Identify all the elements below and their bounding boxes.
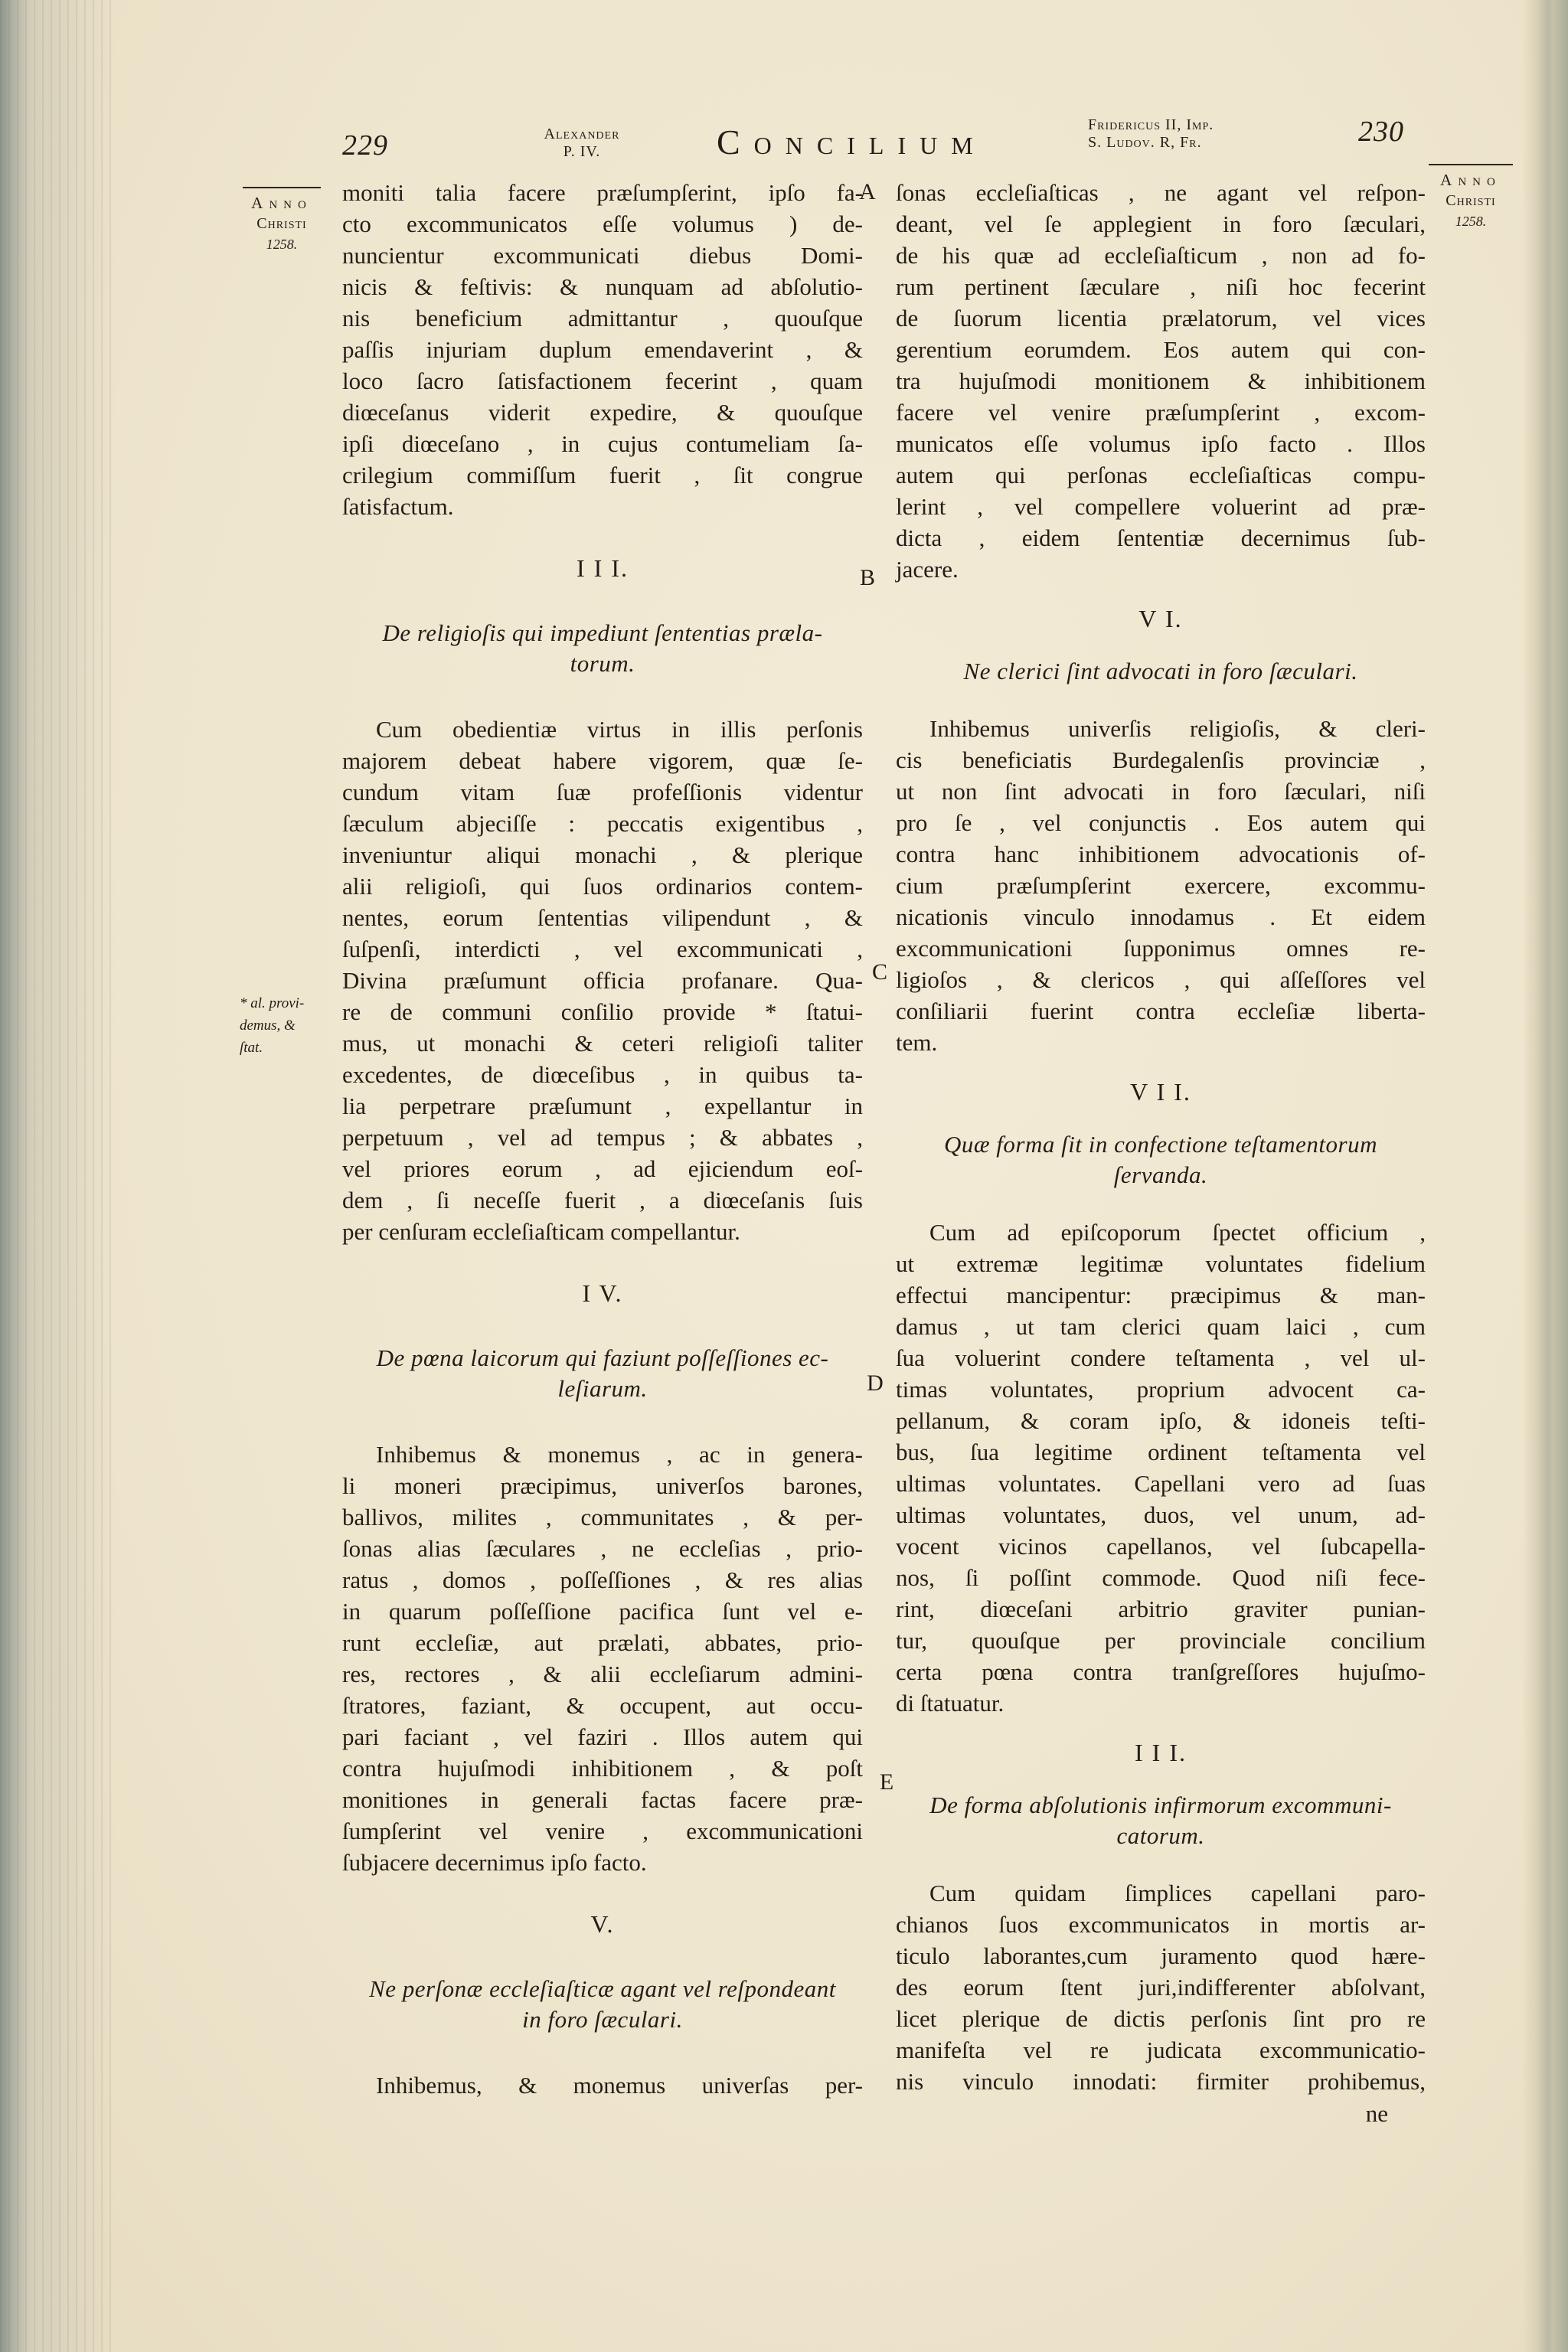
section-title-line: De pœna laicorum qui faziunt poſſeſſiones ec- (376, 1344, 829, 1371)
paragraph (896, 177, 1426, 585)
text-line: Inhibemus, & monemus univerſas per- (376, 2072, 863, 2099)
text-line: ligioſos , & clericos , qui aſſeſſores vel (896, 966, 1426, 993)
text-line: lerint , vel compellere voluerint ad præ- (896, 493, 1426, 520)
text-line: Inhibemus univerſis religioſis, & cleri- (929, 715, 1426, 742)
text-line: ſubjacere decernimus ipſo facto. (342, 1849, 647, 1876)
margin-year-christi: Christi (256, 215, 307, 232)
text-line: res, rectores , & alii eccleſiarum admini- (342, 1661, 863, 1687)
gutter-letter-e: E (879, 1769, 894, 1795)
text-line: manifeſta vel re judicata excommunicatio- (896, 2037, 1426, 2063)
text-line: ſæculum abjeciſſe : peccatis exigentibus , (342, 810, 863, 837)
section-number: I I I. (1135, 1739, 1187, 1766)
text-line: Inhibemus & monemus , ac in genera- (376, 1441, 863, 1468)
text-line: ſtratores, faziant, & occupent, aut occu- (342, 1692, 863, 1719)
section-number: I V. (582, 1279, 623, 1307)
text-line: di ſtatuatur. (896, 1690, 1004, 1717)
section-title-line: Quæ forma ſit in confectione teſtamentorum (943, 1131, 1377, 1158)
text-line: des eorum ſtent juri,indifferenter abſolvant, (896, 1974, 1426, 2001)
text-line: rum pertinent ſæculare , niſi hoc fecerint (896, 273, 1426, 300)
text-line: licet plerique de dictis perſonis ſint pro re (896, 2005, 1426, 2032)
page-number-left: 229 (342, 129, 388, 162)
text-line: runt eccleſiæ, aut prælati, abbates, prio- (342, 1629, 863, 1656)
page-number-right: 230 (1358, 116, 1404, 148)
text-line: ticulo laborantes,cum juramento quod hære- (896, 1942, 1426, 1969)
text-line: autem qui perſonas eccleſiaſticas compu- (896, 462, 1426, 488)
section-number: V. (590, 1910, 615, 1938)
margin-note-line: ſtat. (240, 1040, 263, 1056)
text-line: tur, quouſque per provinciale concilium (896, 1627, 1426, 1654)
section-title-line: Ne perſonæ eccleſiaſticæ agant vel reſpondeant (369, 1975, 836, 2002)
column-right (896, 177, 1426, 2097)
section-title (896, 1790, 1426, 1851)
section-number: V I I. (1130, 1078, 1191, 1106)
text-line: tra hujuſmodi monitionem & inhibitionem (896, 368, 1426, 394)
text-line: diœceſanus viderit expedire, & quouſque (342, 399, 863, 426)
margin-year-christi: Christi (1446, 192, 1496, 209)
paragraph (896, 1217, 1426, 1719)
section-title-line: in foro ſæculari. (522, 2006, 683, 2033)
margin-year-right (1426, 164, 1516, 231)
text-line: damus , ut tam clerici quam laici , cum (896, 1313, 1426, 1340)
text-line: deant, vel ſe applegient in foro ſæculari, (896, 211, 1426, 237)
text-line: Divina præſumunt officia profanare. Qua- (342, 967, 863, 994)
text-line: de ſuorum licentia prælatorum, vel vices (896, 305, 1426, 332)
binding-edge (1522, 0, 1568, 2352)
text-line: monitiones in generali factas facere præ- (342, 1786, 863, 1813)
running-head-left-line: P. IV. (563, 143, 601, 160)
text-line: excommunicationi ſupponimus omnes re- (896, 935, 1426, 962)
gutter-letter-c: C (871, 959, 887, 985)
text-line: municatos eſſe volumus ipſo facto . Illos (896, 430, 1426, 457)
text-line: ballivos, milites , communitates , & per- (342, 1504, 863, 1530)
margin-rule (243, 187, 321, 188)
text-line: cundum vitam ſuæ profeſſionis videntur (342, 779, 863, 805)
text-line: nuncientur excommunicati diebus Domi- (342, 242, 863, 269)
text-line: ſonas alias ſæculares , ne eccleſias , prio- (342, 1535, 863, 1562)
margin-note-line: * al. provi- (240, 995, 305, 1011)
page-edges (0, 0, 115, 2352)
section-title-line: De religioſis qui impediunt ſententias præla- (382, 619, 823, 646)
paragraph (342, 714, 863, 1247)
text-line: Cum quidam ſimplices capellani paro- (929, 1880, 1426, 1906)
text-line: contra hujuſmodi inhibitionem , & poſt (342, 1755, 863, 1782)
text-line: vel priores eorum , ad ejiciendum eoſ- (342, 1155, 863, 1182)
text-line: ſuſpenſi, interdicti , vel excommunicati , (342, 936, 863, 962)
text-line: de his quæ ad eccleſiaſticum , non ad fo- (896, 242, 1426, 269)
text-line: certa pœna contra tranſgreſſores hujuſmo- (896, 1658, 1426, 1685)
text-line: tem. (896, 1029, 938, 1056)
text-line: crilegium commiſſum fuerit , ſit congrue (342, 462, 863, 488)
margin-year-number: 1258. (1455, 214, 1487, 229)
text-line: ſumpſerint vel venire , excommunicationi (342, 1818, 863, 1844)
text-line: cis beneficiatis Burdegalenſis provinciæ , (896, 746, 1426, 773)
text-line: nicis & feſtivis: & nunquam ad abſolutio- (342, 273, 863, 300)
text-line: chianos ſuos excommunicatos in mortis ar- (896, 1911, 1426, 1938)
text-line: ut extremæ legitimæ voluntates fidelium (896, 1250, 1426, 1277)
text-line: ultimas voluntates, duos, vel unum, ad- (896, 1501, 1426, 1528)
running-head-left-line: Alexander (544, 126, 620, 142)
text-line: ultimas voluntates. Capellani vero ad ſuas (896, 1470, 1426, 1497)
text-line: dicta , eidem ſententiæ decernimus ſub- (896, 524, 1426, 551)
section-title (342, 1974, 863, 2035)
gutter-letter-a: A (859, 179, 876, 204)
text-line: vocent vicinos capellanos, vel ſubcapella- (896, 1533, 1426, 1560)
margin-year-anno: Anno (251, 194, 312, 212)
text-line: per cenſuram eccleſiaſticam compellantur. (342, 1218, 740, 1245)
running-head-right (1088, 116, 1318, 152)
running-head-right-line: S. Ludov. R, Fr. (1088, 134, 1202, 151)
running-head-right-line: Fridericus II, Imp. (1088, 116, 1214, 133)
text-line: conſiliarii fuerint contra eccleſiæ liberta- (896, 998, 1426, 1024)
text-line: dem , ſi neceſſe fuerit , a diœceſanis ſuis (342, 1187, 863, 1214)
section-number: I I I. (577, 554, 629, 582)
text-line: loco ſacro ſatisfactionem fecerint , quam (342, 368, 863, 394)
section-title-line: catorum. (1116, 1822, 1205, 1849)
text-line: cium præſumpſerint exercere, excommu- (896, 872, 1426, 899)
text-line: ratus , domos , poſſeſſiones , & res alias (342, 1566, 863, 1593)
text-line: ſua voluerint condere teſtamenta , vel ul- (896, 1344, 1426, 1371)
text-line: ſonas eccleſiaſticas , ne agant vel reſpon- (896, 179, 1426, 206)
text-line: Cum obedientiæ virtus in illis perſonis (376, 716, 863, 743)
text-line: perpetuum , vel ad tempus ; & abbates , (342, 1124, 863, 1151)
text-line: contra hanc inhibitionem advocationis of- (896, 841, 1426, 867)
gutter-letter-d: D (867, 1370, 884, 1396)
catchword: ne (1365, 2100, 1388, 2127)
text-line: jacere. (896, 556, 959, 583)
section-number: V I. (1138, 605, 1183, 632)
paragraph (896, 1877, 1426, 2097)
running-head-left (505, 126, 658, 161)
paragraph (342, 177, 863, 522)
section-title (896, 656, 1426, 687)
section-title-line: De forma abſolutionis infirmorum excommuni- (929, 1792, 1392, 1818)
section-title-line: torum. (570, 650, 635, 677)
text-line: rint, diœceſani arbitrio graviter punian- (896, 1596, 1426, 1622)
section-title-line: ſervanda. (1113, 1161, 1208, 1188)
section-title (342, 618, 863, 679)
text-line: Cum ad epiſcoporum ſpectet officium , (929, 1219, 1426, 1246)
margin-year-anno: Anno (1440, 171, 1501, 189)
text-line: nis vinculo innodati: firmiter prohibemus, (896, 2068, 1426, 2095)
text-line: gerentium eorumdem. Eos autem qui con- (896, 336, 1426, 363)
text-line: mus, ut monachi & ceteri religioſi taliter (342, 1030, 863, 1057)
text-line: pro ſe , vel conjunctis . Eos autem qui (896, 809, 1426, 836)
text-line: majorem debeat habere vigorem, quæ ſe- (342, 747, 863, 774)
text-line: paſſis injuriam duplum emendaverint , & (342, 336, 863, 363)
text-line: excedentes, de diœceſibus , in quibus ta- (342, 1061, 863, 1088)
margin-note-line: demus, & (240, 1018, 296, 1034)
text-line: ſatisfactum. (342, 493, 454, 520)
text-line: cto excommunicatos eſſe volumus ) de- (342, 211, 863, 237)
paragraph (896, 713, 1426, 1058)
text-line: alii religioſi, qui ſuos ordinarios contem- (342, 873, 863, 900)
paragraph (342, 2069, 863, 2101)
column-left (342, 177, 863, 2101)
text-line: nos, ſi poſſint commode. Quod niſi fece- (896, 1564, 1426, 1591)
text-line: nis beneficium admittantur , quouſque (342, 305, 863, 332)
section-title-line: Ne clerici ſint advocati in foro ſæculari. (963, 658, 1358, 684)
text-line: effectui mancipentur: præcipimus & man- (896, 1282, 1426, 1308)
text-line: pellanum, & coram ipſo, & idoneis teſti- (896, 1407, 1426, 1434)
text-line: ipſi diœceſano , in cujus contumeliam ſa- (342, 430, 863, 457)
text-line: bus, ſua legitime ordinent teſtamenta vel (896, 1439, 1426, 1465)
running-title: Concilium (717, 122, 987, 162)
gutter-letter-b: B (859, 565, 875, 590)
text-line: re de communi conſilio provide * ſtatui- (342, 998, 863, 1025)
section-title (896, 1129, 1426, 1191)
text-line: nicationis vinculo innodamus . Et eidem (896, 903, 1426, 930)
text-line: lia perpetrare præſumunt , expellantur in (342, 1093, 863, 1119)
text-line: inveniuntur aliqui monachi , & plerique (342, 841, 863, 868)
paragraph (342, 1439, 863, 1878)
text-line: nentes, eorum ſententias vilipendunt , & (342, 904, 863, 931)
text-line: pari faciant , vel faziri . Illos autem qui (342, 1723, 863, 1750)
margin-year-number: 1258. (266, 237, 298, 252)
text-line: moniti talia facere præſumpſerint, ipſo fa- (342, 179, 863, 206)
margin-rule (1429, 164, 1513, 165)
text-line: timas voluntates, proprium advocent ca- (896, 1376, 1426, 1403)
text-line: in quarum poſſeſſione pacifica ſunt vel e- (342, 1598, 863, 1625)
text-line: li moneri præcipimus, univerſos barones, (342, 1472, 863, 1499)
section-title (342, 1343, 863, 1404)
section-title-line: leſiarum. (557, 1375, 648, 1402)
margin-year-left (240, 187, 324, 254)
text-line: ut non ſint advocati in foro ſæculari, niſi (896, 778, 1426, 805)
text-line: facere vel venire præſumpſerint , excom- (896, 399, 1426, 426)
margin-note (240, 992, 339, 1059)
